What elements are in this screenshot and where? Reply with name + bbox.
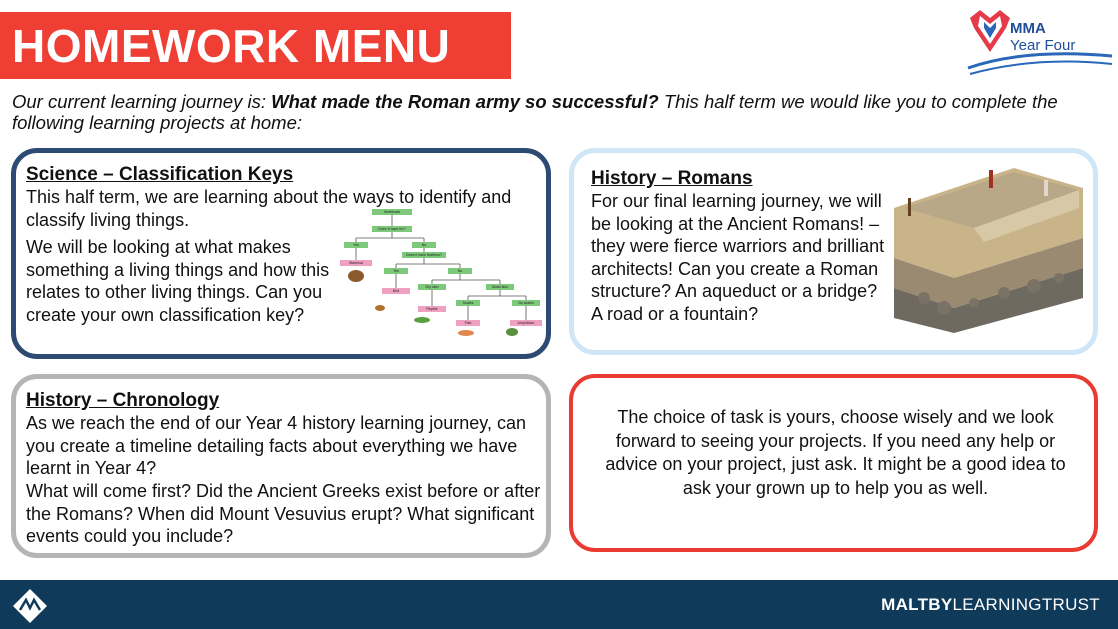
chronology-para-1: As we reach the end of our Year 4 history learning journey, can you create a timeline detailing facts about everything we have learnt in Year 4? [26,413,526,478]
choice-text: The choice of task is yours, choose wisely and we look forward to seeing your projects. If you need any help or advice on your project, just ask. It might be a good idea to ask your grown up to help you as well. [605,407,1066,498]
node-scales-label: Scales [462,301,474,306]
node-bird-label: Bird [392,289,400,294]
romans-heading: History – Romans [591,168,753,189]
lizard-icon [414,317,430,323]
title-banner [0,12,511,79]
chronology-para-2: What will come first? Did the Ancient Greeks exist before or after the Romans? When did Mount Vesuvius erupt? What significant events could you include? [26,481,541,546]
hamster-icon [348,270,364,282]
roman-road-image [894,168,1083,333]
node-no-1-label: No [421,243,427,248]
node-no-scales-label: No scales [518,301,534,306]
node-has-fur-label: Does it have fur? [378,227,406,232]
logo-mma-text: MMA [1010,20,1046,37]
logo-year-text: Year Four [1010,37,1076,54]
choice-card [569,374,1098,552]
romans-body: For our final learning journey, we will be looking at the Ancient Romans! – they were fierce warriors and brilliant architects! Can you create a Roman structure? An aqueduct or a bridge? A road or a fountain? [591,191,885,324]
node-yes-1-label: Yes [353,243,359,248]
footer-brand [881,595,1100,615]
fish-icon [458,330,474,336]
intro-prefix: Our current learning journey is: [12,91,272,112]
node-has-feathers-label: Does it have feathers? [406,253,442,258]
node-vertebrate-label: Vertebrate [383,210,401,215]
chronology-card [11,374,551,558]
intro-suffix: This half term we would like you to complete the following learning projects at home: [12,91,1058,133]
classification-key-diagram [336,208,544,340]
footer-brand-bold: MALTBY [881,595,953,614]
node-mammal-label: Mammal [349,261,363,266]
intro-question: What made the Roman army so successful? [271,91,659,112]
science-para-1: This half term, we are learning about the ways to identify and classify living things. [26,187,512,230]
footer-bar [0,580,1118,629]
node-no-2-label: No [457,269,463,274]
trust-logo-icon [12,588,48,624]
node-moist-skin-label: Moist skin [492,285,508,290]
science-heading: Science – Classification Keys [26,164,294,185]
intro-text [12,91,1102,133]
footer-brand-rest: LEARNINGTRUST [952,595,1100,614]
node-dry-skin-label: Dry skin [425,285,439,290]
node-amphibian-label: Amphibian [517,321,535,326]
mma-logo [966,6,1114,80]
bird-icon [375,305,385,311]
node-yes-2-label: Yes [393,269,399,274]
node-fish-label: Fish [464,321,472,326]
page-title: HOMEWORK MENU [12,20,451,72]
node-reptile-label: Reptile [426,307,438,312]
chronology-heading: History – Chronology [26,390,220,411]
frog-icon [506,328,518,336]
science-para-2: We will be looking at what makes something a living things and how this relates to other living things. Can you create your own classification key? [26,237,330,325]
